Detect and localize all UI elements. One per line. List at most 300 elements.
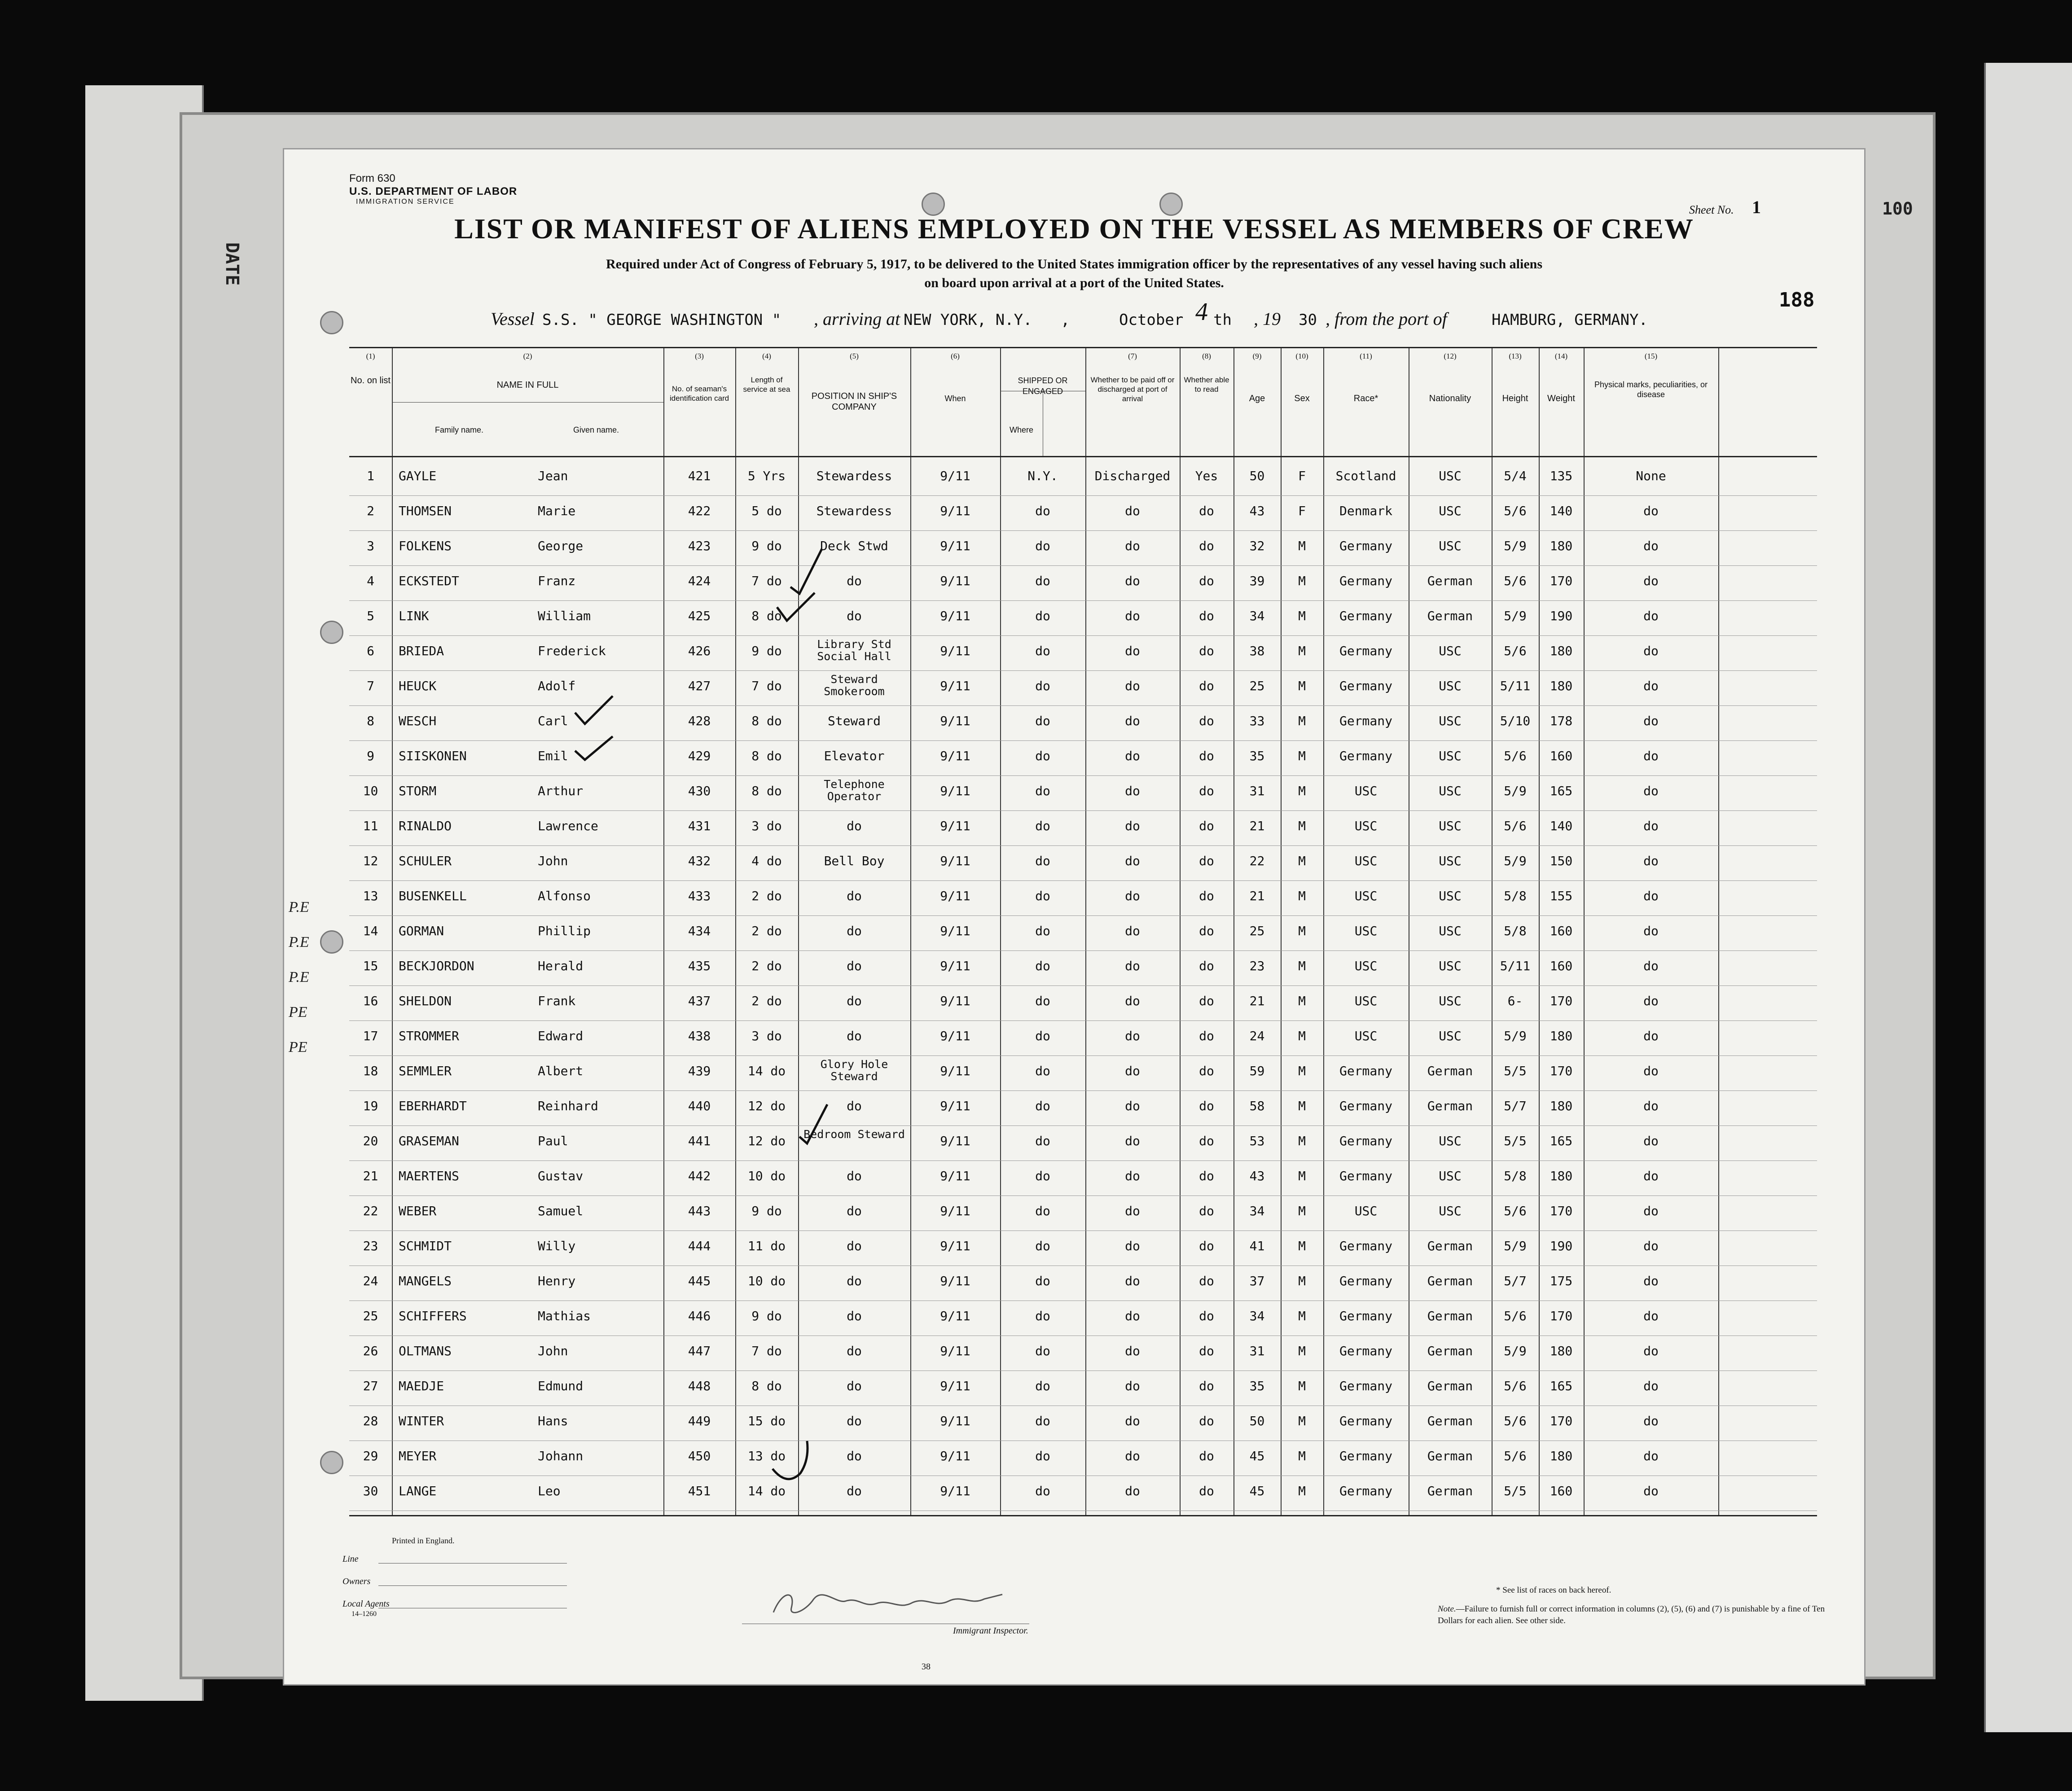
list-number-cell: 26 [363,1344,378,1358]
binder-hole [320,1451,343,1474]
header-subrule [392,402,663,403]
col-number: (1) [366,352,375,360]
weight-cell: 140 [1550,504,1573,518]
physical-marks-cell: do [1643,819,1659,833]
age-cell: 34 [1249,1309,1265,1323]
list-number-cell: 13 [363,889,378,903]
race-cell: USC [1354,959,1378,973]
shipped-where-cell: do [1035,1274,1050,1288]
shipped-where-cell: do [1035,784,1050,798]
given-name-cell: Leo [538,1484,561,1498]
sex-cell: M [1298,539,1306,553]
table-row [349,1230,1817,1266]
shipped-where-cell: do [1035,1344,1050,1358]
binder-hole [320,311,343,334]
col-header-given: Given name. [573,425,619,434]
weight-cell: 170 [1550,1309,1573,1323]
physical-marks-cell: do [1643,1344,1659,1358]
list-number-cell: 5 [367,609,374,623]
paid-off-cell: do [1125,1344,1140,1358]
race-cell: Germany [1339,679,1392,693]
col-number: (2) [523,352,532,360]
service-length-cell: 8 do [751,714,782,728]
paid-off-cell: do [1125,1134,1140,1148]
card-number-cell: 451 [688,1484,711,1498]
height-cell: 5/8 [1504,924,1527,938]
age-cell: 33 [1249,714,1265,728]
sheet-number: 1 [1752,197,1761,217]
page-subtitle [500,255,1649,293]
age-cell: 22 [1249,854,1265,868]
paid-off-cell: do [1125,1029,1140,1043]
list-number-cell: 4 [367,574,374,588]
nationality-cell: USC [1439,1204,1462,1218]
race-cell: Germany [1339,1239,1392,1253]
list-number-cell: 1 [367,469,374,483]
age-cell: 50 [1249,469,1265,483]
card-number-cell: 448 [688,1379,711,1393]
physical-marks-cell: do [1643,1169,1659,1183]
printed-note: Printed in England. [392,1536,455,1545]
able-to-read-cell: do [1199,1029,1214,1043]
family-name-cell: LANGE [399,1484,437,1498]
family-name-cell: RINALDO [399,819,452,833]
nationality-cell: USC [1439,889,1462,903]
height-cell: 5/10 [1500,714,1531,728]
service-length-cell: 12 do [747,1099,786,1113]
given-name-cell: Frederick [538,644,606,658]
race-cell: Germany [1339,1414,1392,1428]
weight-cell: 170 [1550,1414,1573,1428]
sex-cell: M [1298,1134,1306,1148]
sex-cell: M [1298,1309,1306,1323]
given-name-cell: John [538,854,568,868]
list-number-cell: 12 [363,854,378,868]
paid-off-cell: do [1125,1064,1140,1078]
card-number-cell: 430 [688,784,711,798]
service-length-cell: 14 do [747,1484,786,1498]
card-number-cell: 445 [688,1274,711,1288]
list-number-cell: 7 [367,679,374,693]
service-length-cell: 9 do [751,1309,782,1323]
sex-cell: M [1298,1484,1306,1498]
paid-off-cell: do [1125,574,1140,588]
position-cell: do [847,1029,862,1043]
able-to-read-cell: do [1199,679,1214,693]
able-to-read-cell: do [1199,574,1214,588]
table-row [349,1055,1817,1091]
service-length-cell: 5 Yrs [747,469,786,483]
physical-marks-cell: do [1643,1449,1659,1463]
list-number-cell: 20 [363,1134,378,1148]
shipped-when-cell: 9/11 [940,1484,970,1498]
nationality-cell: USC [1439,679,1462,693]
sex-cell: M [1298,924,1306,938]
nationality-cell: USC [1439,924,1462,938]
race-cell: Germany [1339,1484,1392,1498]
col-number: (13) [1509,352,1522,360]
shipped-when-cell: 9/11 [940,854,970,868]
col-number: (10) [1295,352,1308,360]
shipped-where-cell: do [1035,1484,1050,1498]
able-to-read-cell: do [1199,714,1214,728]
shipped-where-cell: do [1035,959,1050,973]
height-cell: 5/9 [1504,539,1527,553]
margin-note: P.E [289,899,309,915]
back-page-right [1984,63,2072,1732]
margin-note: P.E [289,969,309,985]
service-length-cell: 13 do [747,1449,786,1463]
table-row [349,845,1817,881]
age-cell: 25 [1249,924,1265,938]
race-cell: USC [1354,994,1378,1008]
given-name-cell: George [538,539,584,553]
sex-cell: M [1298,784,1306,798]
nationality-cell: German [1427,1379,1473,1393]
sex-cell: M [1298,1344,1306,1358]
sex-cell: M [1298,749,1306,763]
col-header-paid-off: Whether to be paid off or discharged at port of arrival [1090,376,1175,403]
position-cell: do [847,1099,862,1113]
paid-off-cell: do [1125,784,1140,798]
race-cell: Germany [1339,1099,1392,1113]
paid-off-cell: do [1125,714,1140,728]
sex-cell: F [1298,469,1306,483]
card-number-cell: 429 [688,749,711,763]
weight-cell: 180 [1550,1029,1573,1043]
physical-marks-cell: do [1643,854,1659,868]
shipped-where-cell: do [1035,1414,1050,1428]
able-to-read-cell: do [1199,1309,1214,1323]
card-number-cell: 435 [688,959,711,973]
age-cell: 31 [1249,784,1265,798]
physical-marks-cell: do [1643,1064,1659,1078]
col-header-nationality: Nationality [1429,394,1471,403]
able-to-read-cell: do [1199,819,1214,833]
list-number-cell: 24 [363,1274,378,1288]
nationality-cell: USC [1439,784,1462,798]
race-cell: Germany [1339,574,1392,588]
race-cell: Germany [1339,644,1392,658]
nationality-cell: USC [1439,1169,1462,1183]
sex-cell: M [1298,1449,1306,1463]
margin-stamp: DATE [222,242,242,286]
weight-cell: 165 [1550,1134,1573,1148]
race-cell: Germany [1339,1134,1392,1148]
col-header-age: Age [1249,394,1265,403]
page-title: LIST OR MANIFEST OF ALIENS EMPLOYED ON THE VESSEL AS MEMBERS OF CREW [454,213,1694,245]
age-cell: 35 [1249,749,1265,763]
able-to-read-cell: do [1199,1099,1214,1113]
table-row [349,1195,1817,1231]
position-cell: Steward Smokeroom [824,673,885,698]
paid-off-cell: do [1125,959,1140,973]
physical-marks-cell: do [1643,1484,1659,1498]
list-number-cell: 6 [367,644,374,658]
shipped-when-cell: 9/11 [940,1064,970,1078]
paid-off-cell: do [1125,644,1140,658]
shipped-when-cell: 9/11 [940,1274,970,1288]
able-to-read-cell: do [1199,1449,1214,1463]
arriving-label: , arriving at [814,309,900,329]
physical-marks-cell: do [1643,1274,1659,1288]
from-label: , from the port of [1326,309,1447,329]
sex-cell: F [1298,504,1306,518]
race-cell: Germany [1339,539,1392,553]
paid-off-cell: do [1125,679,1140,693]
sex-cell: M [1298,1414,1306,1428]
sex-cell: M [1298,574,1306,588]
physical-marks-cell: do [1643,889,1659,903]
table-row [349,635,1817,671]
service-length-cell: 8 do [751,1379,782,1393]
family-name-cell: SCHIFFERS [399,1309,467,1323]
given-name-cell: Samuel [538,1204,584,1218]
nationality-cell: USC [1439,539,1462,553]
age-cell: 23 [1249,959,1265,973]
given-name-cell: Alfonso [538,889,591,903]
service-length-cell: 9 do [751,1204,782,1218]
shipped-where-cell: do [1035,924,1050,938]
table-row [349,1476,1817,1511]
nationality-cell: USC [1439,854,1462,868]
family-name-cell: ECKSTEDT [399,574,459,588]
able-to-read-cell: Yes [1195,469,1218,483]
shipped-when-cell: 9/11 [940,1414,970,1428]
family-name-cell: MANGELS [399,1274,452,1288]
table-row [349,1441,1817,1476]
age-cell: 21 [1249,994,1265,1008]
weight-cell: 170 [1550,574,1573,588]
check-mark [769,1437,823,1487]
inspector-label: Immigrant Inspector. [953,1626,1028,1636]
given-name-cell: Carl [538,714,568,728]
race-cell: Denmark [1339,504,1392,518]
nationality-cell: USC [1439,504,1462,518]
list-number-cell: 21 [363,1169,378,1183]
shipped-where-cell: do [1035,1169,1050,1183]
nationality-cell: USC [1439,644,1462,658]
able-to-read-cell: do [1199,749,1214,763]
given-name-cell: Reinhard [538,1099,598,1113]
card-number-cell: 421 [688,469,711,483]
paid-off-cell: do [1125,1414,1140,1428]
age-cell: 31 [1249,1344,1265,1358]
nationality-cell: USC [1439,819,1462,833]
list-number-cell: 22 [363,1204,378,1218]
col-number: (9) [1252,352,1262,360]
shipped-when-cell: 9/11 [940,924,970,938]
family-name-cell: MEYER [399,1449,437,1463]
nationality-cell: German [1427,574,1473,588]
height-cell: 5/9 [1504,1239,1527,1253]
line-label: Line [342,1554,359,1564]
service-length-cell: 2 do [751,889,782,903]
list-number-cell: 23 [363,1239,378,1253]
note-text: —Failure to furnish full or correct information in columns (2), (5), (6) and (7) is punishable by a fine of Ten Dollars for each alien. See other side. [1438,1604,1825,1625]
able-to-read-cell: do [1199,1204,1214,1218]
shipped-when-cell: 9/11 [940,1239,970,1253]
age-cell: 34 [1249,1204,1265,1218]
height-cell: 5/6 [1504,1449,1527,1463]
margin-note: PE [289,1039,307,1055]
col-header-name: NAME IN FULL [496,380,559,390]
sex-cell: M [1298,1239,1306,1253]
table-row [349,775,1817,811]
card-number-cell: 450 [688,1449,711,1463]
weight-cell: 140 [1550,819,1573,833]
physical-marks-cell: do [1643,1134,1659,1148]
able-to-read-cell: do [1199,1239,1214,1253]
paid-off-cell: do [1125,889,1140,903]
list-number-cell: 10 [363,784,378,798]
col-number: (15) [1644,352,1658,360]
shipped-when-cell: 9/11 [940,1029,970,1043]
race-cell: Germany [1339,1274,1392,1288]
list-number-cell: 14 [363,924,378,938]
arrival-day-suffix: th [1213,311,1232,329]
department: U.S. DEPARTMENT OF LABOR [349,185,518,197]
race-cell: USC [1354,924,1378,938]
table-row [349,915,1817,951]
list-number-cell: 15 [363,959,378,973]
card-number-cell: 438 [688,1029,711,1043]
stamp-number: 188 [1779,289,1815,311]
col-header-no: No. on list [351,376,391,385]
position-cell: do [847,1484,862,1498]
paid-off-cell: do [1125,1274,1140,1288]
race-cell: Germany [1339,714,1392,728]
age-cell: 24 [1249,1029,1265,1043]
card-number-cell: 446 [688,1309,711,1323]
check-mark [571,733,616,764]
height-cell: 5/6 [1504,1309,1527,1323]
able-to-read-cell: do [1199,1134,1214,1148]
col-header-when: When [944,394,966,403]
col-header-shipped: SHIPPED OR ENGAGED [1018,376,1068,396]
age-cell: 35 [1249,1379,1265,1393]
sex-cell: M [1298,994,1306,1008]
position-cell: Telephone Operator [824,778,885,803]
position-cell: do [847,1274,862,1288]
family-name-cell: GORMAN [399,924,444,938]
shipped-where-cell: N.Y. [1027,469,1058,483]
list-number-cell: 3 [367,539,374,553]
shipped-when-cell: 9/11 [940,749,970,763]
shipped-where-cell: do [1035,644,1050,658]
race-cell: Germany [1339,1379,1392,1393]
able-to-read-cell: do [1199,1484,1214,1498]
age-cell: 59 [1249,1064,1265,1078]
card-number-cell: 443 [688,1204,711,1218]
card-number-cell: 444 [688,1239,711,1253]
sex-cell: M [1298,1029,1306,1043]
subtitle-line-2: on board upon arrival at a port of the United States. [924,276,1224,290]
family-name-cell: SCHULER [399,854,452,868]
race-cell: USC [1354,889,1378,903]
physical-marks-cell: do [1643,679,1659,693]
able-to-read-cell: do [1199,994,1214,1008]
height-cell: 5/8 [1504,1169,1527,1183]
service-length-cell: 2 do [751,924,782,938]
nationality-cell: USC [1439,959,1462,973]
sex-cell: M [1298,679,1306,693]
given-name-cell: Albert [538,1064,584,1078]
col-header-race: Race* [1353,394,1378,403]
col-header-position: POSITION IN SHIP'S COMPANY [811,391,897,412]
card-number-cell: 431 [688,819,711,833]
weight-cell: 178 [1550,714,1573,728]
shipped-when-cell: 9/11 [940,819,970,833]
given-name-cell: Herald [538,959,584,973]
service-length-cell: 2 do [751,959,782,973]
age-cell: 43 [1249,504,1265,518]
given-name-cell: Paul [538,1134,568,1148]
family-name-cell: GRASEMAN [399,1134,459,1148]
col-header-height: Height [1502,394,1528,403]
given-name-cell: Henry [538,1274,576,1288]
race-cell: USC [1354,854,1378,868]
service-length-cell: 8 do [751,609,782,623]
service-length-cell: 7 do [751,679,782,693]
service-length-cell: 2 do [751,994,782,1008]
shipped-when-cell: 9/11 [940,644,970,658]
height-cell: 5/6 [1504,1414,1527,1428]
position-cell: Elevator [824,749,885,763]
sex-cell: M [1298,644,1306,658]
paid-off-cell: do [1125,1379,1140,1393]
height-cell: 5/9 [1504,609,1527,623]
header-rule [349,456,1817,457]
paid-off-cell: do [1125,994,1140,1008]
age-cell: 43 [1249,1169,1265,1183]
list-number-cell: 2 [367,504,374,518]
weight-cell: 170 [1550,994,1573,1008]
shipped-when-cell: 9/11 [940,1449,970,1463]
list-number-cell: 16 [363,994,378,1008]
paid-off-cell: do [1125,1309,1140,1323]
comma: , [1061,311,1070,329]
position-cell: do [847,1449,862,1463]
sex-cell: M [1298,1169,1306,1183]
race-cell: USC [1354,819,1378,833]
list-number-cell: 29 [363,1449,378,1463]
physical-marks-cell: do [1643,574,1659,588]
sex-cell: M [1298,714,1306,728]
physical-marks-cell: do [1643,924,1659,938]
race-cell: Germany [1339,749,1392,763]
weight-cell: 155 [1550,889,1573,903]
height-cell: 5/11 [1500,959,1531,973]
service-length-cell: 7 do [751,574,782,588]
height-cell: 5/6 [1504,574,1527,588]
list-number-cell: 19 [363,1099,378,1113]
table-row [349,1125,1817,1161]
weight-cell: 135 [1550,469,1573,483]
physical-marks-cell: do [1643,784,1659,798]
weight-cell: 165 [1550,1379,1573,1393]
race-cell: Germany [1339,1449,1392,1463]
position-cell: do [847,1239,862,1253]
position-cell: Deck Stwd [820,539,888,553]
given-name-cell: Marie [538,504,576,518]
position-cell: do [847,1169,862,1183]
shipped-when-cell: 9/11 [940,1134,970,1148]
age-cell: 34 [1249,609,1265,623]
shipped-where-cell: do [1035,854,1050,868]
departure-port: HAMBURG, GERMANY. [1492,311,1648,329]
arrival-year: 30 [1299,311,1317,329]
